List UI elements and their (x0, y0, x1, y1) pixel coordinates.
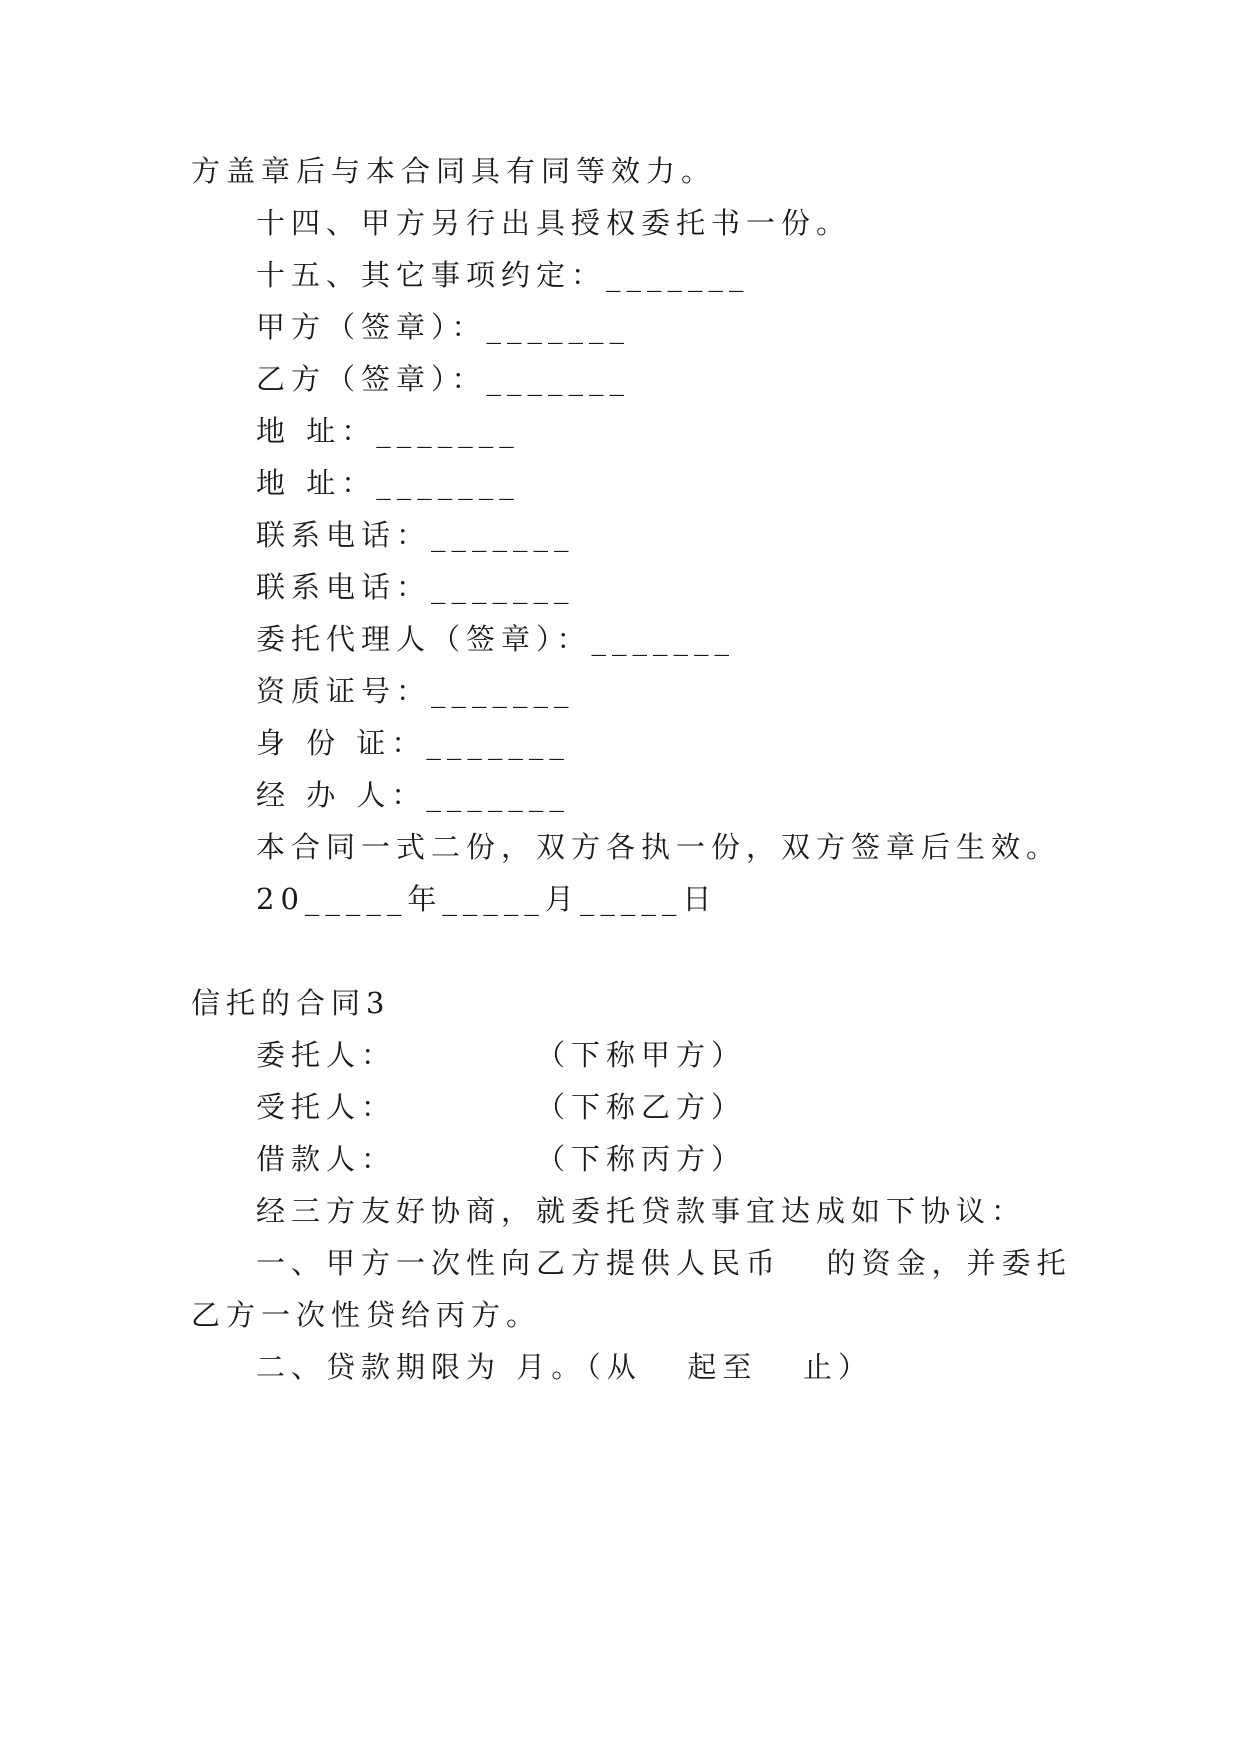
handler-line: 经 办 人：_______ (256, 778, 570, 812)
text-line: 经三方友好协商，就委托贷款事宜达成如下协议： (256, 1194, 1027, 1228)
party-alias: （下称甲方） (536, 1038, 747, 1072)
party-role: 借款人： (256, 1142, 397, 1176)
section-title: 信托的合同3 (191, 986, 391, 1020)
license-number-line: 资质证号：_______ (256, 674, 575, 708)
party-line (256, 1037, 746, 1073)
address-line: 地 址：_______ (256, 414, 520, 448)
party-role: 委托人： (256, 1038, 397, 1072)
party-role: 受托人： (256, 1090, 397, 1124)
signature-line-party-a: 甲方（签章）：_______ (256, 310, 631, 344)
text-line: 十四、甲方另行出具授权委托书一份。 (256, 206, 852, 240)
text-line: 乙方一次性贷给丙方。 (191, 1298, 542, 1332)
text-line: 本合同一式二份，双方各执一份，双方签章后生效。 (256, 830, 1062, 864)
date-line: 20_____年_____月_____日 (256, 882, 718, 916)
signature-line-party-b: 乙方（签章）：_______ (256, 362, 631, 396)
phone-line: 联系电话：_______ (256, 570, 575, 604)
id-card-line: 身 份 证：_______ (256, 726, 570, 760)
party-alias: （下称乙方） (536, 1090, 747, 1124)
phone-line: 联系电话：_______ (256, 518, 575, 552)
text-line: 方盖章后与本合同具有同等效力。 (191, 154, 717, 188)
text-line: 二、贷款期限为 月。（从 起至 止） (256, 1350, 874, 1384)
text-line: 十五、其它事项约定：_______ (256, 258, 750, 292)
party-alias: （下称丙方） (536, 1142, 747, 1176)
party-line (256, 1141, 746, 1177)
address-line: 地 址：_______ (256, 466, 520, 500)
party-line (256, 1089, 746, 1125)
agent-signature-line: 委托代理人（签章）：_______ (256, 622, 736, 656)
text-line: 一、甲方一次性向乙方提供人民币 的资金，并委托 (256, 1246, 1072, 1280)
